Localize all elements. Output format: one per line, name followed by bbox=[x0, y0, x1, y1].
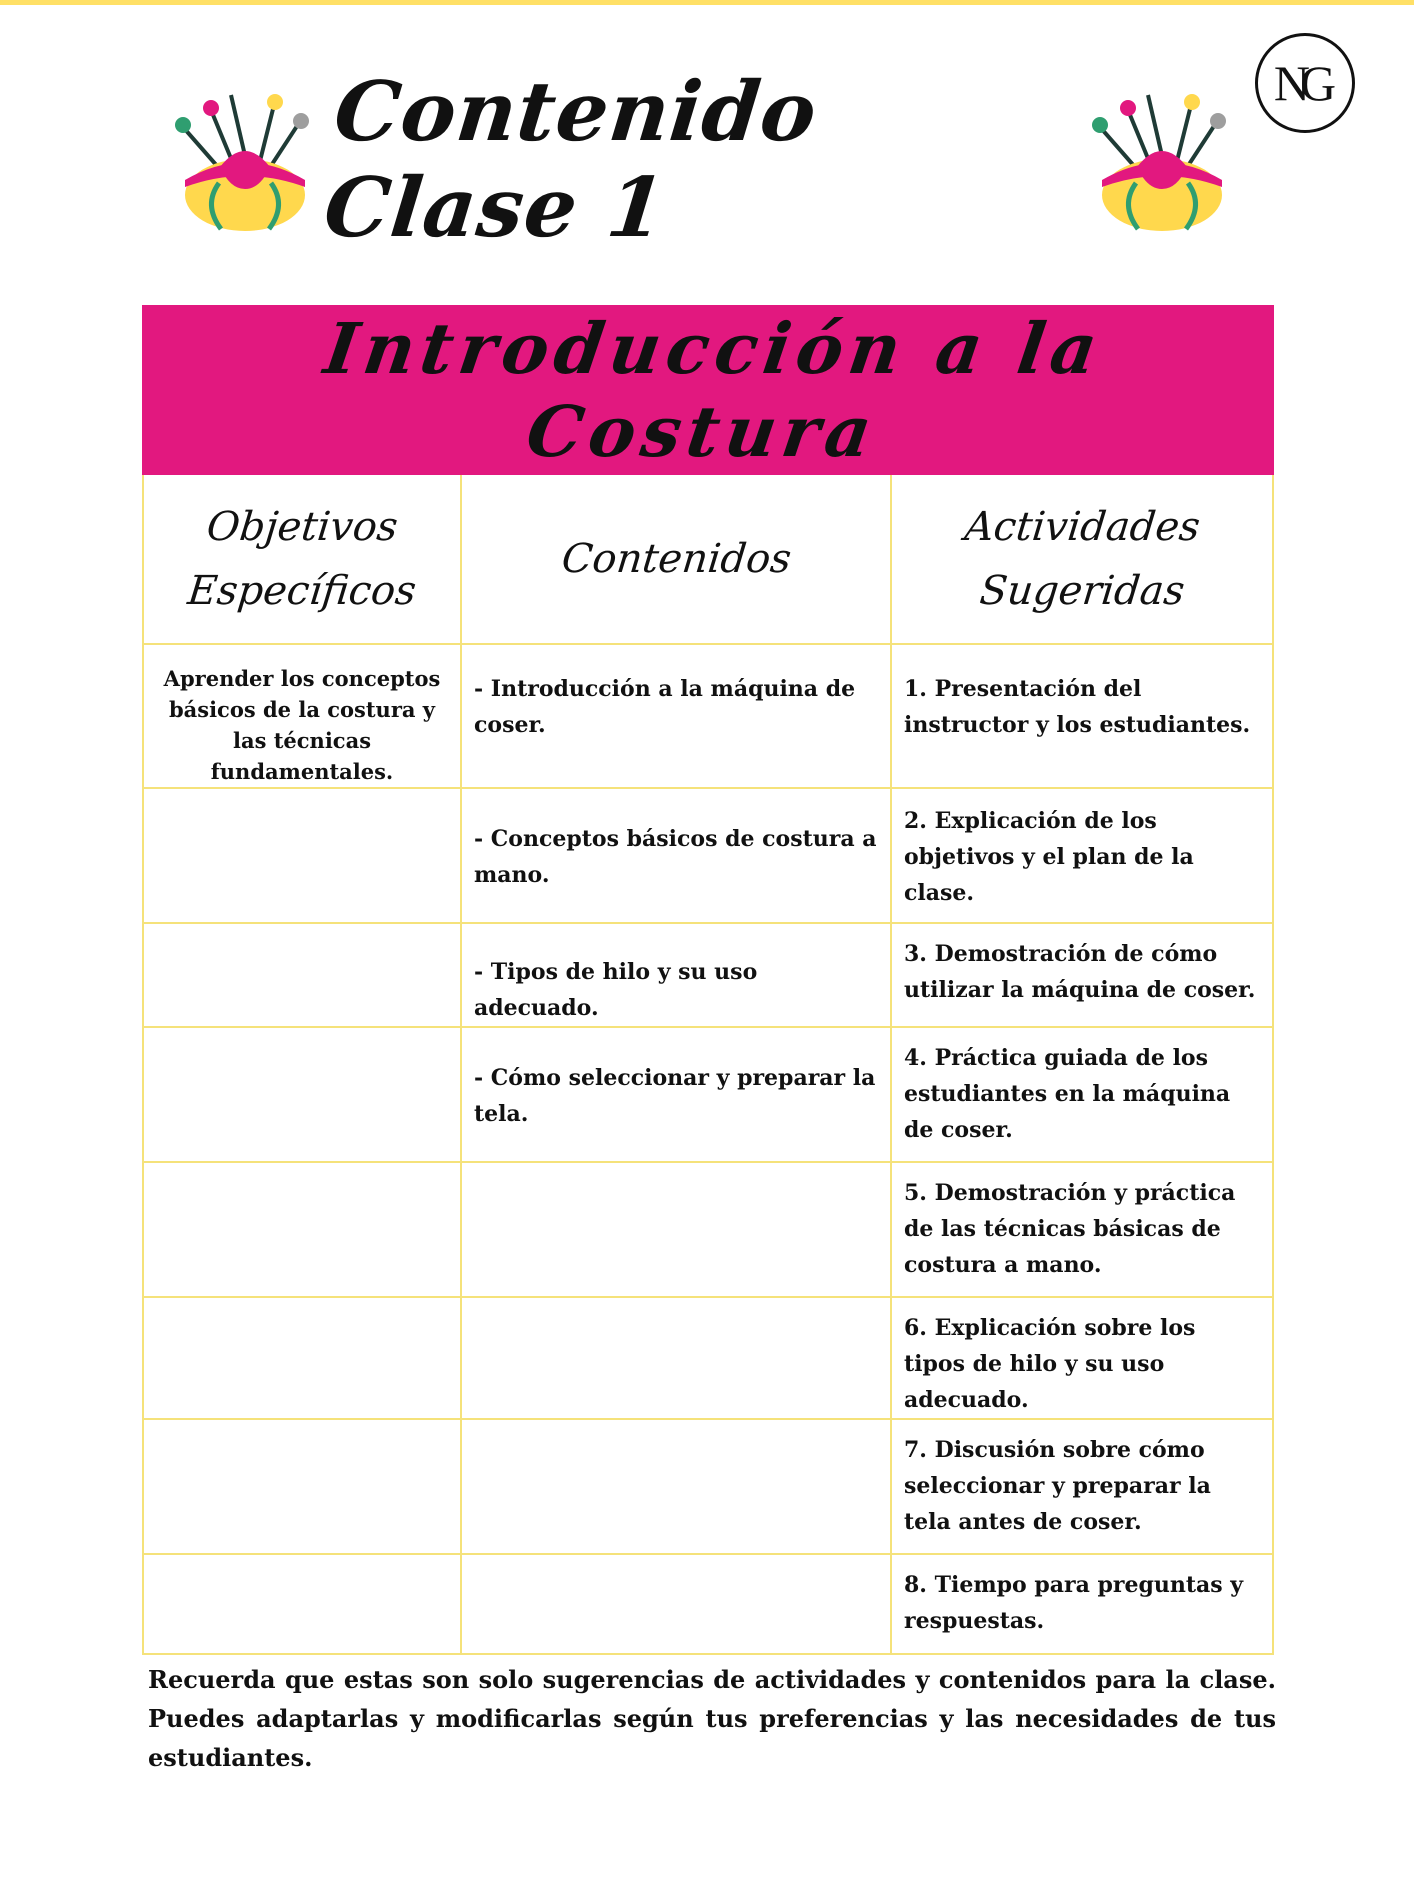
table-row bbox=[143, 923, 1273, 1027]
objective-text bbox=[144, 1163, 460, 1181]
column-header-contents bbox=[461, 474, 891, 644]
activity-text: 1. Presentación del instructor y los estudiantes. bbox=[904, 676, 1251, 738]
objective-text bbox=[144, 1555, 460, 1573]
content-cell bbox=[461, 788, 891, 923]
pin-cushion-icon bbox=[165, 85, 325, 235]
table-row bbox=[143, 1027, 1273, 1162]
activity-cell bbox=[891, 1419, 1273, 1554]
objective-cell bbox=[143, 923, 461, 1027]
activity-cell bbox=[891, 644, 1273, 788]
activity-cell bbox=[891, 788, 1273, 923]
activity-text: 6. Explicación sobre los tipos de hilo y su uso adecuado. bbox=[904, 1315, 1196, 1413]
activity-text: 5. Demostración y práctica de las técnicas básicas de costura a mano. bbox=[904, 1180, 1236, 1278]
objective-cell bbox=[143, 644, 461, 788]
content-cell bbox=[461, 1419, 891, 1554]
content-text bbox=[462, 1163, 890, 1189]
content-cell bbox=[461, 1162, 891, 1297]
objective-text bbox=[144, 1420, 460, 1438]
activity-cell bbox=[891, 923, 1273, 1027]
objective-cell bbox=[143, 1027, 461, 1162]
table-row bbox=[143, 1162, 1273, 1297]
table-banner-row bbox=[143, 306, 1273, 474]
top-accent-rule bbox=[0, 0, 1414, 5]
table-row bbox=[143, 788, 1273, 923]
page-title: Contenido Clase 1 bbox=[319, 64, 822, 256]
objective-cell bbox=[143, 788, 461, 923]
activity-text: 2. Explicación de los objetivos y el plan de la clase. bbox=[904, 808, 1194, 906]
objective-text bbox=[144, 789, 460, 807]
activity-text: 7. Discusión sobre cómo seleccionar y preparar la tela antes de coser. bbox=[904, 1437, 1211, 1535]
table-header-row bbox=[143, 474, 1273, 644]
column-header-text: Contenidos bbox=[559, 536, 793, 582]
content-cell bbox=[461, 1554, 891, 1654]
objective-cell bbox=[143, 1554, 461, 1654]
content-text bbox=[462, 1420, 890, 1446]
banner-title: Introducción a la Costura bbox=[319, 307, 1109, 473]
content-cell bbox=[461, 1027, 891, 1162]
content-text: - Introducción a la máquina de coser. bbox=[474, 676, 856, 738]
table-row bbox=[143, 1297, 1273, 1419]
content-text: - Cómo seleccionar y preparar la tela. bbox=[474, 1065, 876, 1127]
objective-text bbox=[144, 1298, 460, 1316]
objective-cell bbox=[143, 1419, 461, 1554]
activity-cell bbox=[891, 1027, 1273, 1162]
column-header-text: Actividades bbox=[962, 504, 1202, 550]
activity-text: 4. Práctica guiada de los estudiantes en la máquina de coser. bbox=[904, 1045, 1231, 1143]
activity-cell bbox=[891, 1162, 1273, 1297]
objective-text: Aprender los conceptos básicos de la costura y las técnicas fundamentales. bbox=[163, 666, 441, 784]
pin-cushion-icon bbox=[1082, 85, 1242, 235]
content-text bbox=[462, 1555, 890, 1581]
footer-note: Recuerda que estas son solo sugerencias de actividades y contenidos para la clase. Puedes adaptarlas y modificarlas según tus preferencias y las necesidades de tus estudiantes. bbox=[148, 1665, 1276, 1772]
content-cell bbox=[461, 1297, 891, 1419]
ng-logo: NG bbox=[1255, 33, 1355, 133]
content-cell bbox=[461, 644, 891, 788]
table-banner bbox=[143, 306, 1273, 474]
class-content-table bbox=[142, 305, 1274, 1655]
column-header-text: Específicos bbox=[185, 568, 419, 614]
activity-text: 8. Tiempo para preguntas y respuestas. bbox=[904, 1572, 1244, 1634]
table-row bbox=[143, 1554, 1273, 1654]
content-text bbox=[462, 1298, 890, 1324]
objective-cell bbox=[143, 1162, 461, 1297]
activity-cell bbox=[891, 1297, 1273, 1419]
objective-text bbox=[144, 924, 460, 942]
content-text: - Conceptos básicos de costura a mano. bbox=[474, 826, 877, 888]
column-header-text: Sugeridas bbox=[977, 568, 1187, 614]
table-row bbox=[143, 644, 1273, 788]
content-text: - Tipos de hilo y su uso adecuado. bbox=[474, 959, 758, 1021]
objective-cell bbox=[143, 1297, 461, 1419]
column-header-objectives bbox=[143, 474, 461, 644]
activity-text: 3. Demostración de cómo utilizar la máquina de coser. bbox=[904, 941, 1256, 1003]
column-header-text: Objetivos bbox=[204, 504, 400, 550]
activity-cell bbox=[891, 1554, 1273, 1654]
content-cell bbox=[461, 923, 891, 1027]
column-header-activities bbox=[891, 474, 1273, 644]
table-row bbox=[143, 1419, 1273, 1554]
objective-text bbox=[144, 1028, 460, 1046]
